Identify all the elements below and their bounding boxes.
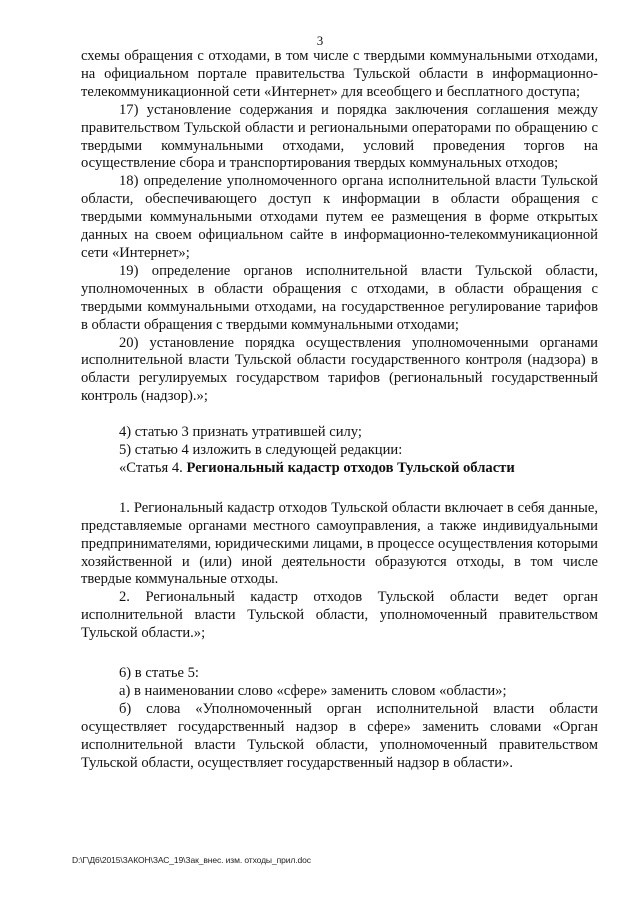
paragraph-item-18: 18) определение уполномоченного органа исполнительной власти Тульской области, обеспечивающего доступ к информации в области обращения с твердыми коммунальными отходами путем ее размещения в форме открытых данных на своем официальном сайте в информационно-телекоммуникационной сети «Интернет»; [81, 173, 598, 261]
article-heading-title: Региональный кадастр отходов Тульской области [186, 459, 515, 476]
paragraph-scheme-continuation: схемы обращения с отходами, в том числе с твердыми коммунальными отходами, на официальном портале правительства Тульской области в информационно-телекоммуникационной сети «Интернет» для всеобщего и бесплатного доступа; [81, 48, 598, 100]
article-paragraph-1: 1. Региональный кадастр отходов Тульской области включает в себя данные, представляемые органами местного самоуправления, а также индивидуальными предпринимателями, юридическими лицами, в процессе осуществления которыми хозяйственной и (или) иной деятельности образуются отходы, в том числе твердые коммунальные отходы. [81, 499, 598, 588]
paragraph-item-6a: а) в наименовании слово «сфере» заменить словом «области»; [119, 683, 507, 699]
paragraph-item-20: 20) установление порядка осуществления уполномоченными органами исполнительной власти Тульской области государственного контроля (надзора) в области регулируемых государством тарифов (региональный государственный контроль (надзор).»; [81, 334, 598, 405]
page-number: 3 [316, 33, 324, 48]
paragraph-item-19: 19) определение органов исполнительной власти Тульской области, уполномоченных в области обращения с отходами, в области обращения с твердыми коммунальными отходами, на государственное регулирование тарифов в области обращения с твердыми коммунальными отходами; [81, 262, 598, 333]
article-paragraph-2: 2. Региональный кадастр отходов Тульской области ведет орган исполнительной власти Тульской области, уполномоченный правительством Тульской области.»; [81, 589, 598, 642]
paragraph-item-5: 5) статью 4 изложить в следующей редакции: [119, 442, 403, 459]
article-heading-prefix: «Статья 4. [119, 459, 187, 476]
paragraph-item-17: 17) установление содержания и порядка заключения соглашения между правительством Тульской области и региональными операторами по обращению с твердыми коммунальными отходами, условий проведения торгов на осуществление сбора и транспортирования твердых коммунальных отходов; [81, 101, 598, 172]
paragraph-item-6b: б) слова «Уполномоченный орган исполнительной власти области осуществляет государственный надзор в сфере» заменить словами «Орган исполнительной власти Тульской области, уполномоченный правительством Тульской области, осуществляет государственный надзор в области». [81, 700, 598, 771]
paragraph-item-4: 4) статью 3 признать утратившей силу; [119, 424, 362, 441]
article-heading [81, 460, 598, 478]
document-body [81, 48, 598, 773]
file-path-footer: D:\Г\Д6\2015\ЗАКОН\ЗАС_19\Зак_внес. изм. отходы_прил.doc [72, 855, 311, 865]
paragraph-item-6: 6) в статье 5: [119, 665, 199, 682]
